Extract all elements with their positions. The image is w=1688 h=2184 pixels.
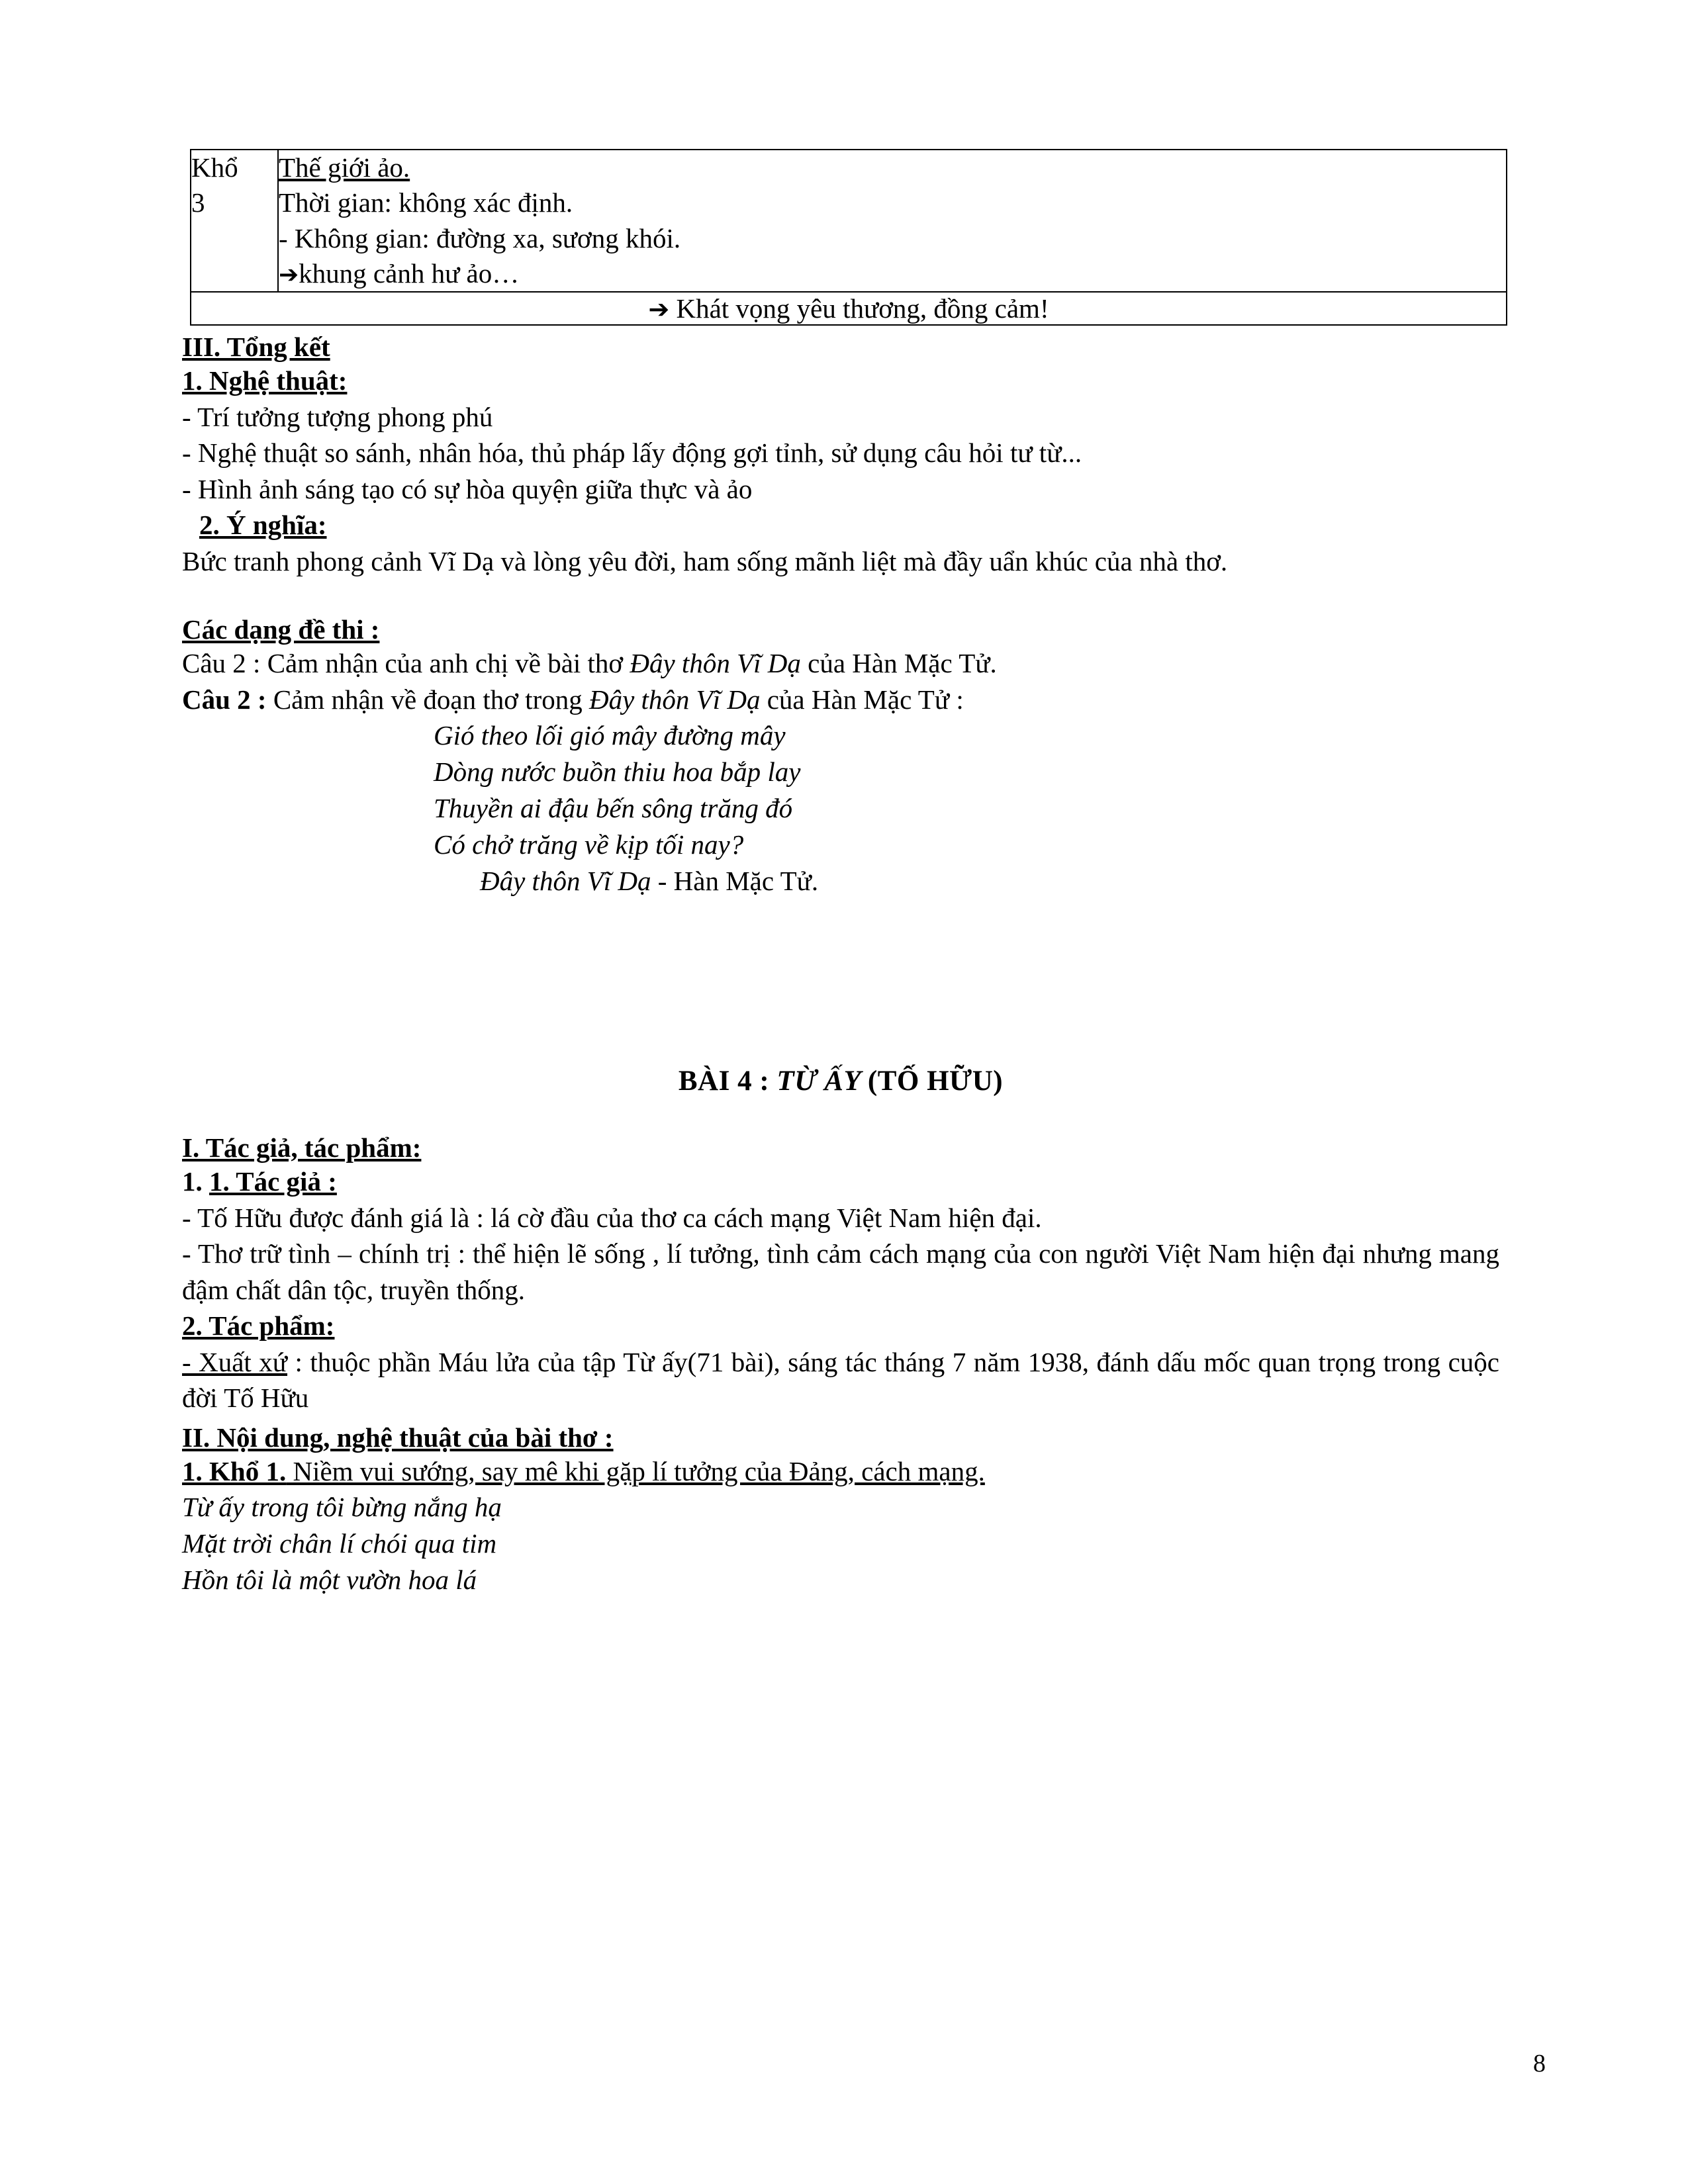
y-nghia-text: Bức tranh phong cảnh Vĩ Dạ và lòng yêu đời, ham sống mãnh liệt mà đầy uẩn khúc của nhà thơ. xyxy=(182,545,1228,576)
kho-1-text: Niềm vui sướng, say mê khi gặp lí tưởng của Đảng, cách mạng. xyxy=(286,1455,985,1486)
summary-cell xyxy=(191,292,1507,325)
subsection-heading-y-nghia-text: 2. Ý nghĩa: xyxy=(199,510,327,541)
tac-gia-item-1: - Tố Hữu được đánh giá là : lá cờ đầu của thơ ca cách mạng Việt Nam hiện đại. xyxy=(182,1202,1042,1233)
exam-question-2-text-b: của Hàn Mặc Tử : xyxy=(760,684,964,715)
stanza-label-cell xyxy=(191,150,278,292)
exam-question-1-text-b: của Hàn Mặc Tử. xyxy=(800,648,997,679)
exam-heading: Các dạng đề thi : xyxy=(182,614,380,645)
page-title-italic: TỪ ẤY xyxy=(776,1066,868,1097)
stanza-body-cell xyxy=(278,150,1507,292)
stanza-body-line-3: - Không gian: đường xa, sương khói. xyxy=(279,222,681,253)
page-title xyxy=(182,1065,1499,1097)
exam-verse-signature xyxy=(182,863,1499,899)
exam-question-2 xyxy=(182,682,1499,718)
exam-question-1-title: Đây thôn Vĩ Dạ xyxy=(630,648,801,679)
kho-1-verse-1: Từ ấy trong tôi bừng nắng hạ xyxy=(182,1492,502,1523)
exam-question-1 xyxy=(182,645,1499,682)
exam-question-2-prefix: Câu 2 : xyxy=(182,684,273,715)
stanza-analysis-table xyxy=(190,149,1507,326)
stanza-label-line1: Khổ xyxy=(191,152,238,183)
exam-verse-2: Dòng nước buồn thiu hoa bắp lay xyxy=(434,756,801,788)
table-row-summary xyxy=(191,292,1507,325)
subsection-heading-tac-pham-text: 2. Tác phẩm: xyxy=(182,1310,335,1342)
exam-verse-1: Gió theo lối gió mây đường mây xyxy=(434,720,786,751)
exam-verse-3: Thuyền ai đậu bến sông trăng đó xyxy=(434,793,793,824)
tac-pham-xuat-xu-text: : thuộc phần Máu lửa của tập Từ ấy(71 bài), sáng tác tháng 7 năm 1938, đánh dấu mốc quan trọng trong cuộc đời Tố Hữu xyxy=(182,1346,1499,1414)
section-heading-tong-ket: III. Tổng kết xyxy=(182,332,330,363)
subsection-heading-tac-gia-text: 1. Tác giả : xyxy=(209,1166,337,1197)
stanza-body-line-2: Thời gian: không xác định. xyxy=(279,187,573,218)
page-number: 8 xyxy=(1533,2050,1546,2077)
page-content xyxy=(182,149,1499,1598)
tac-gia-item-2: - Thơ trữ tình – chính trị : thể hiện lẽ sống , lí tưởng, tình cảm cách mạng của con người Việt Nam hiện đại nhưng mang đậm chất dân tộc, truyền thống. xyxy=(182,1238,1499,1305)
exam-question-1-text-a: Cảm nhận của anh chị về bài thơ xyxy=(267,648,630,679)
arrow-right-icon: ➔ xyxy=(648,295,670,324)
nghe-thuat-item-1: - Trí tưởng tượng phong phú xyxy=(182,401,493,432)
stanza-label-line2: 3 xyxy=(191,187,205,218)
subsection-heading-tac-gia: 1. 1. Tác giả : xyxy=(182,1166,337,1197)
kho-1-heading xyxy=(182,1453,1499,1490)
summary-text: Khát vọng yêu thương, đồng cảm! xyxy=(676,293,1049,324)
nghe-thuat-item-2: - Nghệ thuật so sánh, nhân hóa, thủ pháp lấy động gợi tỉnh, sử dụng câu hỏi tư từ... xyxy=(182,437,1082,469)
subsection-heading-tac-pham xyxy=(182,1308,1499,1344)
exam-question-2-text-a: Cảm nhận về đoạn thơ trong xyxy=(273,684,589,715)
stanza-body-line-4 xyxy=(279,256,1506,291)
section-heading-tac-gia-tac-pham: I. Tác giả, tác phẩm: xyxy=(182,1132,422,1163)
nghe-thuat-item-3: - Hình ảnh sáng tạo có sự hòa quyện giữa thực và ảo xyxy=(182,473,753,504)
exam-verse-signature-title: Đây thôn Vĩ Dạ xyxy=(480,866,651,897)
stanza-body-line-4-text: khung cảnh hư ảo… xyxy=(299,257,520,289)
table-row xyxy=(191,150,1507,292)
kho-1-verse-2: Mặt trời chân lí chói qua tim xyxy=(182,1528,497,1559)
arrow-right-icon: ➔ xyxy=(279,261,299,289)
subsection-heading-nghe-thuat-text: 1. Nghệ thuật: xyxy=(182,365,348,396)
exam-question-1-prefix: Câu 2 : xyxy=(182,648,267,679)
kho-1-label: 1. Khổ 1. xyxy=(182,1455,287,1486)
page-title-suffix: (TỐ HỮU) xyxy=(867,1066,1004,1097)
kho-1-verse-3: Hồn tôi là một vườn hoa lá xyxy=(182,1565,477,1595)
section-heading-noi-dung-nghe-thuat: II. Nội dung, nghệ thuật của bài thơ : xyxy=(182,1422,614,1453)
subsection-heading-y-nghia xyxy=(182,507,1499,543)
subsection-heading-nghe-thuat xyxy=(182,363,1499,399)
exam-question-2-title: Đây thôn Vĩ Dạ xyxy=(588,684,761,715)
exam-verse-signature-rest: - Hàn Mặc Tử. xyxy=(651,866,819,897)
exam-verse-4: Có chở trăng về kịp tối nay? xyxy=(434,829,744,860)
stanza-body-line-1: Thế giới ảo. xyxy=(279,152,410,183)
tac-pham-xuat-xu xyxy=(182,1344,1499,1416)
page-title-prefix: BÀI 4 : xyxy=(678,1066,777,1097)
tac-pham-xuat-xu-label: - Xuất xứ xyxy=(182,1346,288,1377)
